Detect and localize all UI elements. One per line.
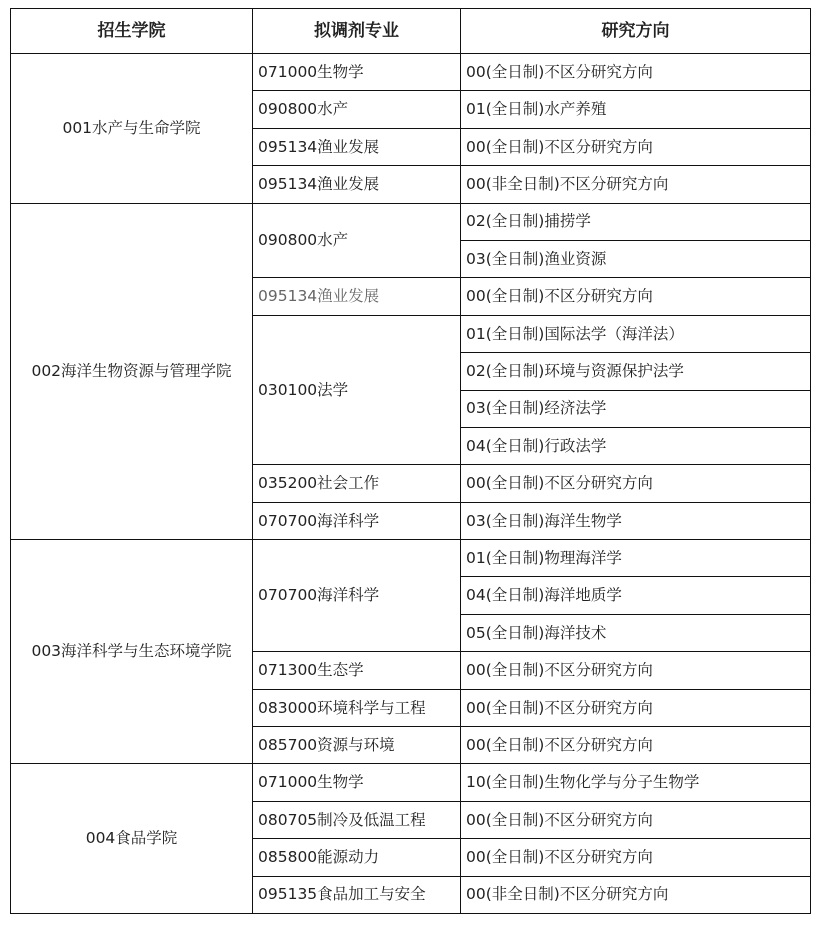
table-row: [11, 54, 811, 91]
major-cell: 095134渔业发展: [253, 278, 461, 315]
major-cell: 030100法学: [253, 315, 461, 465]
direction-cell: 00(全日制)不区分研究方向: [461, 278, 811, 315]
major-cell: 095134渔业发展: [253, 166, 461, 203]
direction-cell: 04(全日制)海洋地质学: [461, 577, 811, 614]
direction-cell: 03(全日制)海洋生物学: [461, 502, 811, 539]
major-cell: 070700海洋科学: [253, 502, 461, 539]
direction-cell: 02(全日制)捕捞学: [461, 203, 811, 240]
direction-cell: 03(全日制)渔业资源: [461, 240, 811, 277]
major-cell: 070700海洋科学: [253, 540, 461, 652]
major-cell: 085700资源与环境: [253, 727, 461, 764]
college-cell: 003海洋科学与生态环境学院: [11, 540, 253, 764]
major-cell: 035200社会工作: [253, 465, 461, 502]
table-row: [11, 764, 811, 801]
table-row: [11, 540, 811, 577]
direction-cell: 10(全日制)生物化学与分子生物学: [461, 764, 811, 801]
direction-cell: 00(全日制)不区分研究方向: [461, 689, 811, 726]
direction-cell: 01(全日制)物理海洋学: [461, 540, 811, 577]
direction-cell: 00(全日制)不区分研究方向: [461, 128, 811, 165]
header-row: [11, 9, 811, 54]
direction-cell: 00(全日制)不区分研究方向: [461, 465, 811, 502]
major-cell: 095134渔业发展: [253, 128, 461, 165]
major-cell: 085800能源动力: [253, 839, 461, 876]
direction-cell: 04(全日制)行政法学: [461, 427, 811, 464]
direction-cell: 00(全日制)不区分研究方向: [461, 54, 811, 91]
direction-cell: 00(全日制)不区分研究方向: [461, 801, 811, 838]
direction-cell: 00(非全日制)不区分研究方向: [461, 166, 811, 203]
table-body: [11, 54, 811, 914]
table-row: [11, 203, 811, 240]
direction-cell: 00(全日制)不区分研究方向: [461, 652, 811, 689]
direction-cell: 03(全日制)经济法学: [461, 390, 811, 427]
college-cell: 001水产与生命学院: [11, 54, 253, 204]
header-college: 招生学院: [11, 9, 253, 54]
college-cell: 002海洋生物资源与管理学院: [11, 203, 253, 540]
major-cell: 083000环境科学与工程: [253, 689, 461, 726]
direction-cell: 01(全日制)国际法学（海洋法）: [461, 315, 811, 352]
direction-cell: 00(全日制)不区分研究方向: [461, 839, 811, 876]
major-cell: 090800水产: [253, 203, 461, 278]
header-major: 拟调剂专业: [253, 9, 461, 54]
direction-cell: 01(全日制)水产养殖: [461, 91, 811, 128]
direction-cell: 00(全日制)不区分研究方向: [461, 727, 811, 764]
direction-cell: 05(全日制)海洋技术: [461, 614, 811, 651]
direction-cell: 00(非全日制)不区分研究方向: [461, 876, 811, 913]
major-cell: 071000生物学: [253, 54, 461, 91]
major-cell: 071300生态学: [253, 652, 461, 689]
major-cell: 090800水产: [253, 91, 461, 128]
direction-cell: 02(全日制)环境与资源保护法学: [461, 353, 811, 390]
major-cell: 080705制冷及低温工程: [253, 801, 461, 838]
admission-table: [10, 8, 811, 914]
college-cell: 004食品学院: [11, 764, 253, 914]
header-direction: 研究方向: [461, 9, 811, 54]
major-cell: 071000生物学: [253, 764, 461, 801]
major-cell: 095135食品加工与安全: [253, 876, 461, 913]
